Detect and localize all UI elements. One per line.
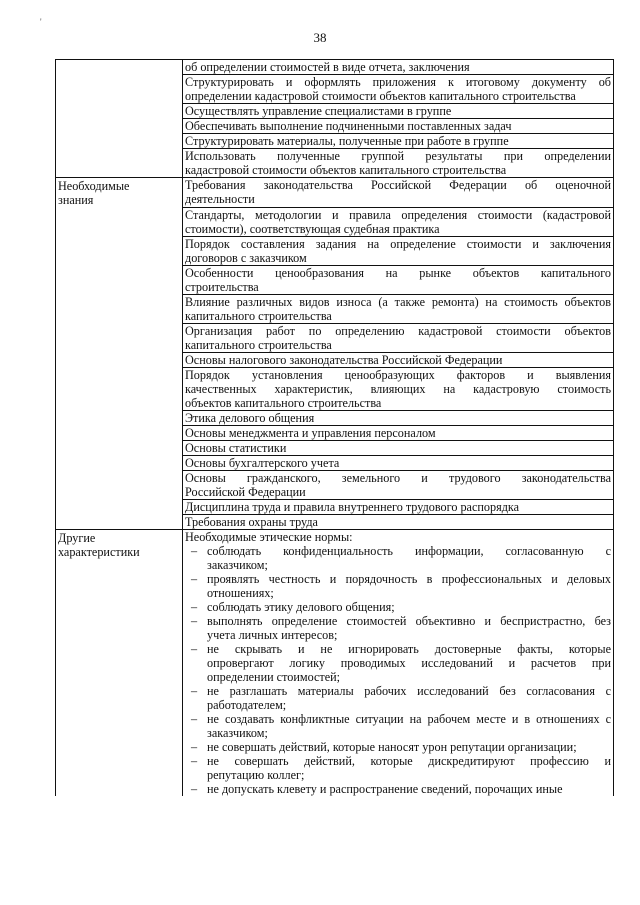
list-item [189, 684, 611, 712]
text-line: работодателем; [207, 697, 287, 712]
list-item [189, 600, 611, 614]
table-row [56, 178, 614, 208]
label-cell [56, 440, 183, 455]
content-cell [183, 455, 614, 470]
dash-bullet: – [191, 571, 198, 586]
text-line: Этика делового общения [185, 410, 315, 425]
text-line: Организация работ по определению кадастровой стоимости объектов [185, 323, 611, 338]
text-line: определении кадастровой стоимости объектов капитального строительства [185, 89, 576, 103]
list-item [189, 754, 611, 782]
text-line: не создавать конфликтные ситуации на рабочем месте и в отношениях с [207, 711, 611, 726]
knowledge-item [185, 208, 611, 236]
text-line: Основы менеджмента и управления персоналом [185, 425, 436, 440]
dash-bullet: – [191, 683, 198, 698]
knowledge-item [185, 426, 611, 440]
table-row [56, 410, 614, 425]
text-line: Дисциплина труда и правила внутреннего трудового распорядка [185, 499, 520, 514]
content-cell [183, 294, 614, 323]
content-cell [183, 119, 614, 134]
table-row [56, 75, 614, 104]
knowledge-item [185, 266, 611, 294]
label-cell [56, 470, 183, 499]
knowledge-item [185, 368, 611, 410]
list-item [189, 740, 611, 754]
list-item [189, 614, 611, 642]
text-line: деятельности [185, 192, 255, 206]
knowledge-item [185, 324, 611, 352]
content-cell [183, 104, 614, 119]
content-cell [183, 499, 614, 514]
dash-bullet: – [191, 641, 198, 656]
text-line: качественных характеристик, влияющих на кадастровую стоимость [185, 381, 611, 396]
label-cell [56, 410, 183, 425]
text-line: Особенности ценообразования на рынке объектов капитального [185, 265, 611, 280]
content-cell [183, 410, 614, 425]
skill-item [185, 75, 611, 103]
competency-table [55, 59, 614, 796]
content-cell [183, 367, 614, 410]
text-line: соблюдать конфиденциальность информации, согласованную с [207, 543, 611, 558]
dash-bullet: – [191, 599, 198, 614]
table-row [56, 134, 614, 149]
label-cell [56, 367, 183, 410]
text-line: заказчиком; [207, 557, 268, 572]
content-cell [183, 352, 614, 367]
table-row [56, 323, 614, 352]
content-cell [183, 60, 614, 75]
table-row [56, 352, 614, 367]
dash-bullet: – [191, 711, 198, 726]
text-line: не скрывать и не игнорировать достоверные факты, которые [207, 641, 611, 656]
content-cell [183, 323, 614, 352]
label-cell [56, 529, 183, 796]
text-line: капитального строительства [185, 308, 332, 323]
table-row [56, 455, 614, 470]
label-cell [56, 134, 183, 149]
label-cell [56, 514, 183, 529]
skill-item [185, 119, 611, 133]
text-line: капитального строительства [185, 337, 332, 352]
content-cell [183, 134, 614, 149]
text-line: Порядок составления задания на определение стоимости и заключения [185, 236, 611, 251]
dash-bullet: – [191, 753, 198, 768]
list-item [189, 544, 611, 572]
dash-bullet: – [191, 543, 198, 558]
knowledge-item [185, 237, 611, 265]
table-row [56, 119, 614, 134]
text-line: Требования охраны труда [185, 514, 318, 529]
label-cell [56, 323, 183, 352]
row-label: Другие [58, 530, 96, 545]
dash-bullet: – [191, 739, 198, 754]
skill-item [185, 104, 611, 118]
label-cell [56, 119, 183, 134]
list-item [189, 712, 611, 740]
table-row [56, 529, 614, 796]
content-cell [183, 207, 614, 236]
text-line: Осуществлять управление специалистами в группе [185, 104, 452, 118]
text-line: выполнять определение стоимостей объективно и беспристрастно, без [207, 613, 611, 628]
text-line: об определении стоимостей в виде отчета, заключения [185, 60, 470, 74]
knowledge-item [185, 441, 611, 455]
text-line: Стандарты, методологии и правила определения стоимости (кадастровой [185, 207, 611, 222]
table-row [56, 60, 614, 75]
text-line: Структурировать и оформлять приложения к итоговому документу об [185, 75, 611, 89]
text-line: стоимости), соответствующая судебная практика [185, 221, 440, 236]
row-label: Необходимые [58, 179, 130, 193]
dash-bullet: – [191, 613, 198, 628]
text-line: Российской Федерации [185, 484, 306, 499]
text-line: Требования законодательства Российской Федерации об оценочной [185, 178, 611, 192]
content-cell [183, 178, 614, 208]
skill-item [185, 134, 611, 148]
text-line: репутацию коллег; [207, 767, 305, 782]
text-line: не совершать действий, которые дискредитируют профессию и [207, 753, 611, 768]
text-line: объектов капитального строительства [185, 395, 382, 410]
text-line: Основы статистики [185, 440, 287, 455]
label-cell [56, 352, 183, 367]
page-number: 38 [313, 30, 327, 45]
knowledge-item [185, 456, 611, 470]
table-row [56, 499, 614, 514]
table-row [56, 149, 614, 178]
content-cell [183, 75, 614, 104]
label-cell [56, 294, 183, 323]
label-cell [56, 425, 183, 440]
text-line: кадастровой стоимости объектов капитального строительства [185, 163, 507, 177]
content-cell [183, 425, 614, 440]
dash-bullet: – [191, 781, 198, 796]
text-line: отношениях; [207, 585, 274, 600]
table-row [56, 294, 614, 323]
content-cell [183, 236, 614, 265]
table-row [56, 514, 614, 529]
content-cell [183, 529, 614, 796]
label-cell [56, 265, 183, 294]
content-cell [183, 265, 614, 294]
table-row [56, 440, 614, 455]
knowledge-item [185, 178, 611, 206]
table-row [56, 470, 614, 499]
text-line: не допускать клевету и распространение сведений, порочащих иные [207, 781, 563, 796]
skill-item [185, 60, 611, 74]
row-label: характеристики [58, 544, 140, 559]
knowledge-item [185, 471, 611, 499]
knowledge-item [185, 353, 611, 367]
text-line: Порядок установления ценообразующих факторов и выявления [185, 367, 611, 382]
label-cell [56, 60, 183, 75]
label-cell [56, 236, 183, 265]
text-line: проявлять честность и порядочность в профессиональных и деловых [207, 571, 611, 586]
list-item [189, 642, 611, 684]
text-line: Основы гражданского, земельного и трудового законодательства [185, 470, 611, 485]
knowledge-item [185, 500, 611, 514]
table-row [56, 236, 614, 265]
list-item [189, 572, 611, 600]
text-line: Структурировать материалы, полученные при работе в группе [185, 134, 509, 148]
text-line: Обеспечивать выполнение подчиненными поставленных задач [185, 119, 512, 133]
text-line: строительства [185, 279, 259, 294]
text-line: опровергают логику проводимых исследований и расчетов при [207, 655, 611, 670]
table-row [56, 367, 614, 410]
knowledge-item [185, 411, 611, 425]
table-row [56, 104, 614, 119]
table-row [56, 265, 614, 294]
skill-item [185, 149, 611, 177]
label-cell [56, 499, 183, 514]
content-cell [183, 440, 614, 455]
label-cell [56, 178, 183, 208]
text-line: Использовать полученные группой результаты при определении [185, 149, 611, 163]
text-line: Основы бухгалтерского учета [185, 455, 340, 470]
label-cell [56, 207, 183, 236]
content-cell [183, 149, 614, 178]
text-line: определении стоимостей; [207, 669, 341, 684]
list-item [189, 782, 611, 796]
text-line: соблюдать этику делового общения; [207, 599, 395, 614]
ethics-intro: Необходимые этические нормы: [185, 529, 353, 544]
text-line: договоров с заказчиком [185, 250, 307, 265]
ethics-list [185, 544, 611, 796]
text-line: заказчиком; [207, 725, 268, 740]
text-line: Влияние различных видов износа (а также ремонта) на стоимость объектов [185, 294, 611, 309]
content-cell [183, 470, 614, 499]
row-label: знания [58, 193, 94, 207]
text-line: Основы налогового законодательства Российской Федерации [185, 352, 503, 367]
text-line: не разглашать материалы рабочих исследований без согласования с [207, 683, 611, 698]
knowledge-item [185, 295, 611, 323]
label-cell [56, 104, 183, 119]
label-cell [56, 149, 183, 178]
text-line: не совершать действий, которые наносят урон репутации организации; [207, 739, 577, 754]
label-cell [56, 75, 183, 104]
text-line: учета личных интересов; [207, 627, 338, 642]
content-cell [183, 514, 614, 529]
scan-mark: ' [40, 17, 42, 27]
knowledge-item [185, 515, 611, 529]
table-row [56, 425, 614, 440]
label-cell [56, 455, 183, 470]
table-row [56, 207, 614, 236]
